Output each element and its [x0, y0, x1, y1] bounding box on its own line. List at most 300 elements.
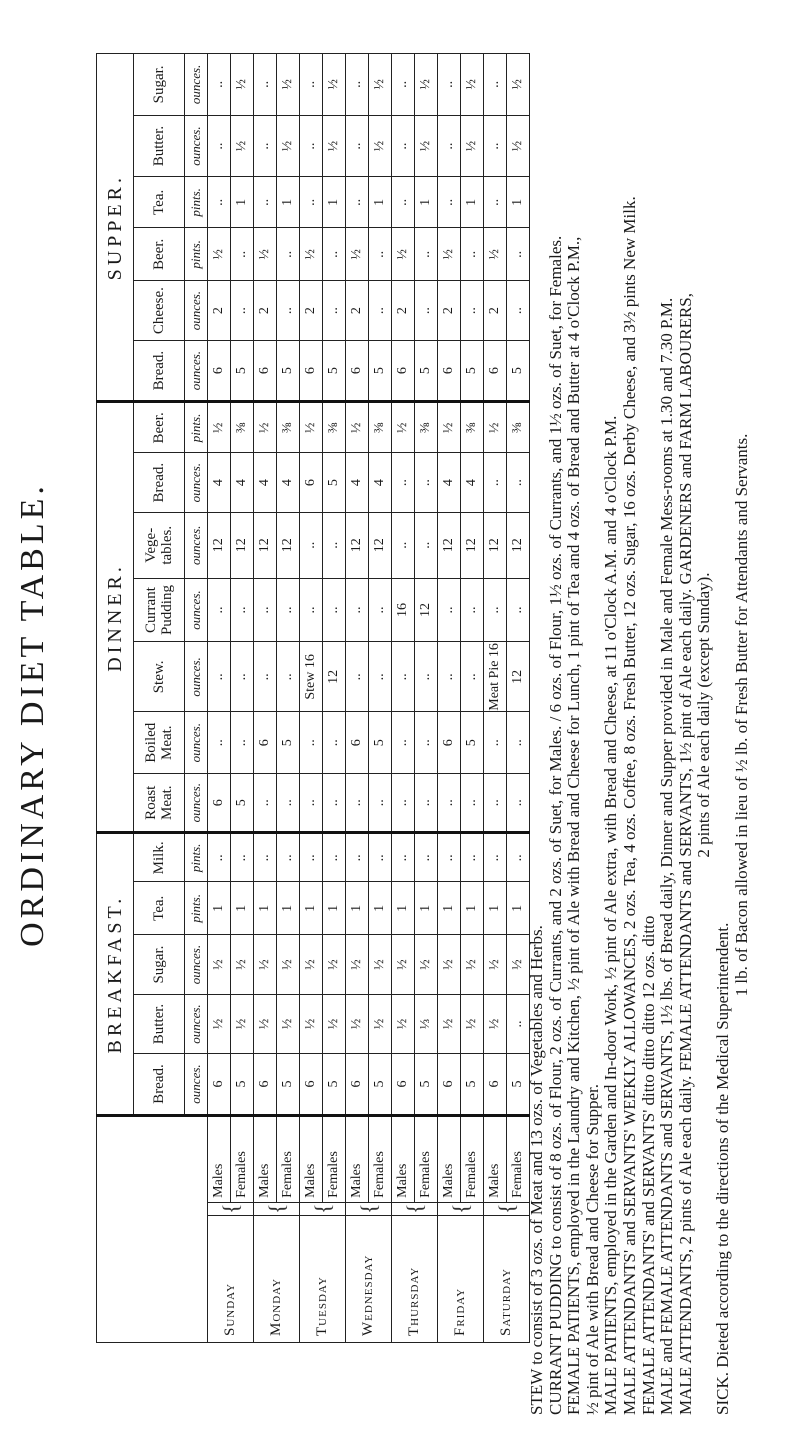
- table-cell: 5: [323, 340, 346, 402]
- table-cell: ½: [277, 935, 300, 994]
- table-cell: ..: [415, 712, 438, 774]
- table-cell: ½: [392, 935, 415, 994]
- table-cell: 1: [231, 177, 254, 228]
- table-cell: ½: [438, 228, 461, 281]
- table-cell: ½: [346, 228, 369, 281]
- table-cell: ⅜: [231, 402, 254, 453]
- table-cell: ..: [484, 712, 507, 774]
- table-row: [484, 54, 507, 1343]
- table-cell: ..: [415, 228, 438, 281]
- note-male-patients: MALE PATIENTS, employed in the Garden and In-door Work, ½ pint of Ale extra, with Bread and Cheese, at 11 o'Clock A.M. and 4 o'Clock P.M.: [601, 415, 621, 1415]
- day-label: Thursday: [392, 1215, 438, 1342]
- table-cell: 5: [277, 712, 300, 774]
- table-row: [323, 54, 346, 1343]
- table-cell: ..: [277, 833, 300, 882]
- table-cell: ..: [484, 774, 507, 833]
- table-cell: ½: [231, 994, 254, 1053]
- table-cell: ½: [392, 402, 415, 453]
- unit-header-dinner-5: ounces.: [185, 453, 208, 512]
- table-cell: ½: [461, 115, 484, 177]
- sex-label: Males: [346, 1115, 369, 1202]
- table-cell: 12: [208, 512, 231, 578]
- table-cell: ..: [461, 228, 484, 281]
- table-cell: ½: [208, 402, 231, 453]
- table-cell: ..: [438, 642, 461, 712]
- unit-header-breakfast-2: ounces.: [185, 935, 208, 994]
- table-cell: ..: [346, 833, 369, 882]
- table-cell: ..: [346, 774, 369, 833]
- table-row: [254, 54, 277, 1343]
- table-cell: ..: [461, 774, 484, 833]
- table-cell: 1: [392, 882, 415, 935]
- table-cell: ..: [346, 54, 369, 116]
- table-cell: 5: [277, 1054, 300, 1116]
- table-cell: ½: [277, 994, 300, 1053]
- table-cell: ½: [484, 402, 507, 453]
- table-cell: ½: [323, 54, 346, 116]
- table-cell: ½: [254, 935, 277, 994]
- table-cell: 12: [484, 512, 507, 578]
- col-header-breakfast-2: Sugar.: [134, 935, 185, 994]
- unit-header-supper-0: ounces.: [185, 340, 208, 402]
- table-cell: ..: [392, 115, 415, 177]
- col-header-breakfast-1: Butter.: [134, 994, 185, 1053]
- table-cell: 6: [438, 340, 461, 402]
- note-ale-allowance-cont: 2 pints of Ale each daily (except Sunday).: [694, 572, 714, 858]
- table-cell: ½: [415, 54, 438, 116]
- table-cell: 4: [369, 453, 392, 512]
- table-row: [231, 54, 254, 1343]
- table-cell: 2: [208, 281, 231, 340]
- table-row: [208, 54, 231, 1343]
- table-cell: ½: [277, 115, 300, 177]
- table-cell: Stew 16: [300, 642, 323, 712]
- table-cell: ..: [323, 578, 346, 642]
- col-header-breakfast-0: Bread.: [134, 1054, 185, 1116]
- sex-label: Females: [277, 1115, 300, 1202]
- notes-block: [528, 15, 751, 1415]
- brace-glyph: {: [208, 1202, 254, 1215]
- note-stew: STEW to consist of 3 ozs. of Meat and 13 ozs. of Vegetables and Herbs.: [527, 925, 546, 1415]
- table-cell: ..: [254, 642, 277, 712]
- brace-glyph: {: [346, 1202, 392, 1215]
- table-cell: ½: [369, 994, 392, 1053]
- table-cell: ..: [484, 578, 507, 642]
- col-header-breakfast-3: Tea.: [134, 882, 185, 935]
- col-header-dinner-1: Boiled Meat.: [134, 712, 185, 774]
- table-cell: 5: [369, 712, 392, 774]
- table-cell: ½: [254, 402, 277, 453]
- table-cell: ..: [369, 642, 392, 712]
- table-cell: ..: [369, 578, 392, 642]
- table-cell: ..: [323, 833, 346, 882]
- table-cell: 6: [392, 340, 415, 402]
- table-cell: 6: [254, 1054, 277, 1116]
- table-cell: 6: [254, 712, 277, 774]
- table-cell: ..: [438, 578, 461, 642]
- table-cell: ½: [300, 402, 323, 453]
- col-header-supper-3: Tea.: [134, 177, 185, 228]
- unit-header-dinner-3: ounces.: [185, 578, 208, 642]
- table-cell: ..: [507, 578, 530, 642]
- table-cell: ..: [507, 774, 530, 833]
- table-cell: 6: [346, 340, 369, 402]
- table-cell: 5: [231, 774, 254, 833]
- unit-header-dinner-0: ounces.: [185, 774, 208, 833]
- table-cell: ..: [415, 833, 438, 882]
- table-cell: ..: [300, 774, 323, 833]
- col-header-breakfast-4: Milk.: [134, 833, 185, 882]
- col-header-dinner-3: Currant Pudding: [134, 578, 185, 642]
- day-label: Sunday: [208, 1215, 254, 1342]
- table-cell: ..: [323, 512, 346, 578]
- sex-label: Females: [369, 1115, 392, 1202]
- table-cell: 1: [461, 882, 484, 935]
- col-header-supper-5: Sugar.: [134, 54, 185, 116]
- table-cell: ½: [369, 54, 392, 116]
- table-cell: 6: [208, 340, 231, 402]
- table-cell: ½: [300, 994, 323, 1053]
- table-cell: 12: [369, 512, 392, 578]
- brace-glyph: {: [484, 1202, 530, 1215]
- table-cell: ..: [231, 642, 254, 712]
- table-cell: 1: [254, 882, 277, 935]
- table-cell: ..: [323, 281, 346, 340]
- table-cell: ..: [254, 833, 277, 882]
- table-cell: ½: [438, 994, 461, 1053]
- table-cell: ..: [277, 774, 300, 833]
- table-cell: 2: [346, 281, 369, 340]
- table-cell: 1: [323, 177, 346, 228]
- table-cell: ..: [392, 453, 415, 512]
- table-cell: ..: [415, 774, 438, 833]
- table-cell: ..: [507, 833, 530, 882]
- unit-header-supper-5: ounces.: [185, 54, 208, 116]
- day-label: Tuesday: [300, 1215, 346, 1342]
- table-cell: 6: [392, 1054, 415, 1116]
- table-cell: ½: [300, 228, 323, 281]
- table-cell: ½: [461, 935, 484, 994]
- table-cell: ..: [277, 281, 300, 340]
- table-cell: ..: [484, 453, 507, 512]
- table-cell: ..: [346, 115, 369, 177]
- sex-label: Males: [254, 1115, 277, 1202]
- col-header-supper-4: Butter.: [134, 115, 185, 177]
- supper-group-header: SUPPER.: [97, 54, 134, 402]
- table-cell: ½: [254, 228, 277, 281]
- table-cell: 6: [300, 453, 323, 512]
- table-cell: ½: [323, 994, 346, 1053]
- table-cell: 1: [277, 882, 300, 935]
- table-cell: 5: [507, 340, 530, 402]
- table-cell: 6: [438, 712, 461, 774]
- table-cell: ½: [277, 54, 300, 116]
- table-cell: 1: [369, 177, 392, 228]
- table-cell: 4: [346, 453, 369, 512]
- col-header-supper-0: Bread.: [134, 340, 185, 402]
- col-header-dinner-0: Roast Meat.: [134, 774, 185, 833]
- col-header-dinner-4: Vege-tables.: [134, 512, 185, 578]
- table-cell: 5: [323, 453, 346, 512]
- table-cell: ..: [254, 774, 277, 833]
- table-cell: ..: [300, 115, 323, 177]
- table-cell: ..: [392, 712, 415, 774]
- table-cell: ..: [484, 833, 507, 882]
- sex-label: Females: [461, 1115, 484, 1202]
- table-cell: ..: [438, 774, 461, 833]
- table-cell: 2: [300, 281, 323, 340]
- unit-header-breakfast-3: pints.: [185, 882, 208, 935]
- table-cell: ½: [231, 54, 254, 116]
- table-cell: 2: [484, 281, 507, 340]
- sex-label: Females: [231, 1115, 254, 1202]
- table-cell: 12: [277, 512, 300, 578]
- table-cell: ..: [254, 177, 277, 228]
- table-cell: ..: [438, 54, 461, 116]
- table-cell: 1: [415, 177, 438, 228]
- table-cell: 12: [254, 512, 277, 578]
- table-cell: 5: [415, 340, 438, 402]
- page-title: ORDINARY DIET TABLE.: [14, 482, 51, 947]
- table-cell: ..: [438, 177, 461, 228]
- day-label: Wednesday: [346, 1215, 392, 1342]
- table-cell: 5: [369, 1054, 392, 1116]
- table-cell: 1: [507, 177, 530, 228]
- table-cell: ..: [231, 578, 254, 642]
- table-cell: 1: [369, 882, 392, 935]
- table-cell: ⅜: [415, 402, 438, 453]
- table-cell: ..: [300, 578, 323, 642]
- table-cell: ..: [300, 833, 323, 882]
- table-cell: 1: [300, 882, 323, 935]
- note-male-attendants-allowance: MALE ATTENDANTS' and SERVANTS' WEEKLY ALLOWANCES, 2 ozs. Tea, 4 ozs. Coffee, 8 ozs. Fresh Butter, 12 ozs. Sugar, 16 ozs. Derby Cheese, and 3½ pints New Milk.: [619, 196, 639, 1415]
- table-cell: ½: [507, 54, 530, 116]
- table-cell: ..: [300, 177, 323, 228]
- breakfast-group-header: BREAKFAST.: [97, 833, 134, 1115]
- table-cell: ..: [254, 54, 277, 116]
- table-cell: ..: [507, 712, 530, 774]
- table-cell: 5: [277, 340, 300, 402]
- table-cell: 4: [438, 453, 461, 512]
- table-cell: ..: [254, 115, 277, 177]
- table-cell: ½: [392, 228, 415, 281]
- table-row: [369, 54, 392, 1343]
- table-cell: 12: [415, 578, 438, 642]
- table-cell: 12: [231, 512, 254, 578]
- brace-glyph: {: [392, 1202, 438, 1215]
- unit-header-breakfast-0: ounces.: [185, 1054, 208, 1116]
- table-row: [438, 54, 461, 1343]
- note-female-attendants-allowance: FEMALE ATTENDANTS' and SERVANTS' ditto ditto ditto 12 ozs. ditto: [638, 915, 658, 1415]
- table-cell: ⅜: [277, 402, 300, 453]
- table-cell: ½: [484, 228, 507, 281]
- table-cell: ⅜: [461, 402, 484, 453]
- table-cell: 2: [254, 281, 277, 340]
- table-cell: 5: [231, 1054, 254, 1116]
- table-cell: ⅜: [369, 402, 392, 453]
- table-row: [392, 54, 415, 1343]
- unit-header-supper-4: ounces.: [185, 115, 208, 177]
- table-cell: 4: [231, 453, 254, 512]
- table-row: [461, 54, 484, 1343]
- table-cell: 1: [277, 177, 300, 228]
- table-cell: 2: [438, 281, 461, 340]
- table-cell: ..: [392, 774, 415, 833]
- unit-header-dinner-6: pints.: [185, 402, 208, 453]
- table-cell: ..: [415, 512, 438, 578]
- table-row: [300, 54, 323, 1343]
- table-cell: ½: [507, 115, 530, 177]
- table-cell: ½: [438, 935, 461, 994]
- table-cell: 1: [208, 882, 231, 935]
- table-cell: ..: [208, 177, 231, 228]
- table-cell: ½: [346, 402, 369, 453]
- day-column-header: [97, 1115, 208, 1342]
- table-cell: ⅜: [507, 402, 530, 453]
- table-cell: ½: [300, 935, 323, 994]
- col-header-dinner-5: Bread.: [134, 453, 185, 512]
- table-row: [277, 54, 300, 1343]
- table-cell: ..: [231, 712, 254, 774]
- unit-header-dinner-4: ounces.: [185, 512, 208, 578]
- table-cell: ..: [346, 177, 369, 228]
- sex-label: Males: [300, 1115, 323, 1202]
- table-cell: 6: [208, 774, 231, 833]
- table-cell: 12: [507, 642, 530, 712]
- sex-label: Females: [415, 1115, 438, 1202]
- table-cell: ..: [231, 281, 254, 340]
- table-cell: ½: [346, 935, 369, 994]
- unit-header-dinner-1: ounces.: [185, 712, 208, 774]
- table-cell: ½: [231, 935, 254, 994]
- table-cell: 5: [369, 340, 392, 402]
- table-cell: 5: [461, 1054, 484, 1116]
- note-female-patients-cont: ½ pint of Ale with Bread and Cheese for Supper.: [582, 1084, 602, 1415]
- table-cell: ..: [507, 453, 530, 512]
- col-header-dinner-2: Stew.: [134, 642, 185, 712]
- table-cell: ½: [484, 994, 507, 1053]
- table-cell: 6: [346, 1054, 369, 1116]
- table-cell: 5: [415, 1054, 438, 1116]
- table-cell: ..: [254, 578, 277, 642]
- table-cell: ½: [461, 54, 484, 116]
- table-cell: ..: [392, 512, 415, 578]
- table-cell: 12: [507, 512, 530, 578]
- table-cell: 1: [415, 882, 438, 935]
- table-cell: ..: [507, 994, 530, 1053]
- table-cell: ½: [323, 935, 346, 994]
- table-cell: 6: [438, 1054, 461, 1116]
- table-cell: ½: [507, 935, 530, 994]
- table-cell: ..: [277, 228, 300, 281]
- table-cell: 5: [231, 340, 254, 402]
- sex-label: Males: [438, 1115, 461, 1202]
- table-row: [346, 54, 369, 1343]
- table-cell: ..: [231, 833, 254, 882]
- table-cell: 4: [461, 453, 484, 512]
- table-cell: 12: [346, 512, 369, 578]
- table-cell: 6: [346, 712, 369, 774]
- table-cell: 6: [208, 1054, 231, 1116]
- table-cell: ..: [461, 833, 484, 882]
- table-cell: 4: [254, 453, 277, 512]
- table-cell: 1: [231, 882, 254, 935]
- table-cell: ..: [323, 712, 346, 774]
- table-cell: 5: [323, 1054, 346, 1116]
- note-ale-allowance: MALE ATTENDANTS, 2 pints of Ale each daily. FEMALE ATTENDANTS and SERVANTS, 1½ pint of Ale each daily. GARDENERS and FARM LABOURERS,: [675, 293, 695, 1415]
- note-currant-pudding: CURRANT PUDDING to consist of 8 ozs. of Flour, 2 ozs. of Currants, and 2 ozs. of Suet, for Males. / 6 ozs. of Flour, 1½ ozs. of Currants, and 1½ ozs. of Suet, for Females.: [545, 235, 565, 1415]
- table-cell: ..: [208, 833, 231, 882]
- table-cell: 12: [438, 512, 461, 578]
- note-bacon: 1 lb. of Bacon allowed in lieu of ½ lb. of Fresh Butter for Attendants and Servants.: [731, 433, 751, 997]
- table-cell: ..: [415, 642, 438, 712]
- diet-table: [96, 53, 530, 1343]
- table-cell: 4: [208, 453, 231, 512]
- table-cell: ..: [484, 54, 507, 116]
- sex-label: Males: [392, 1115, 415, 1202]
- table-cell: 5: [461, 712, 484, 774]
- table-cell: ½: [415, 115, 438, 177]
- table-cell: 1: [507, 882, 530, 935]
- table-row: [415, 54, 438, 1343]
- table-cell: 12: [323, 642, 346, 712]
- table-cell: ..: [392, 642, 415, 712]
- table-cell: ½: [415, 935, 438, 994]
- table-cell: 1: [323, 882, 346, 935]
- table-cell: ..: [208, 642, 231, 712]
- table-cell: ..: [277, 642, 300, 712]
- table-cell: ⅓: [415, 994, 438, 1053]
- table-cell: ..: [300, 54, 323, 116]
- table-cell: ..: [300, 712, 323, 774]
- table-cell: ½: [254, 994, 277, 1053]
- table-cell: 6: [484, 340, 507, 402]
- table-cell: ..: [208, 115, 231, 177]
- table-cell: ..: [208, 578, 231, 642]
- table-cell: ..: [415, 281, 438, 340]
- table-cell: ..: [323, 774, 346, 833]
- unit-header-supper-3: pints.: [185, 177, 208, 228]
- table-cell: ½: [369, 935, 392, 994]
- table-cell: 6: [300, 1054, 323, 1116]
- table-cell: ..: [300, 512, 323, 578]
- table-cell: ½: [438, 402, 461, 453]
- table-cell: 6: [300, 340, 323, 402]
- table-cell: 5: [461, 340, 484, 402]
- dinner-group-header: DINNER.: [97, 402, 134, 833]
- brace-glyph: {: [438, 1202, 484, 1215]
- unit-header-breakfast-1: ounces.: [185, 994, 208, 1053]
- day-label: Monday: [254, 1215, 300, 1342]
- table-cell: ½: [231, 115, 254, 177]
- table-cell: ½: [392, 994, 415, 1053]
- day-label: Saturday: [484, 1215, 530, 1342]
- note-bread-and-meals: MALE and FEMALE ATTENDANTS and SERVANTS, 1½ lbs. of Bread daily, Dinner and Supper provided in Male and Female Mess-rooms at 1.30 and 7.30 P.M.: [657, 297, 677, 1415]
- table-cell: ½: [484, 935, 507, 994]
- table-cell: Meat Pie 16: [484, 642, 507, 712]
- table-cell: ..: [323, 228, 346, 281]
- note-sick: SICK. Dieted according to the directions of the Medical Superintendent.: [712, 922, 732, 1415]
- table-cell: ..: [392, 177, 415, 228]
- table-cell: 6: [254, 340, 277, 402]
- table-cell: 1: [461, 177, 484, 228]
- col-header-supper-2: Beer.: [134, 228, 185, 281]
- table-cell: 16: [392, 578, 415, 642]
- sex-label: Females: [323, 1115, 346, 1202]
- note-female-patients: FEMALE PATIENTS, employed in the Laundry and Kitchen, ½ pint of Ale with Bread and Cheese for Lunch, 1 pint of Tea and 4 ozs. of Bread and Butter at 4 o'Clock P.M.,: [564, 236, 584, 1415]
- table-cell: 1: [346, 882, 369, 935]
- table-cell: ..: [461, 578, 484, 642]
